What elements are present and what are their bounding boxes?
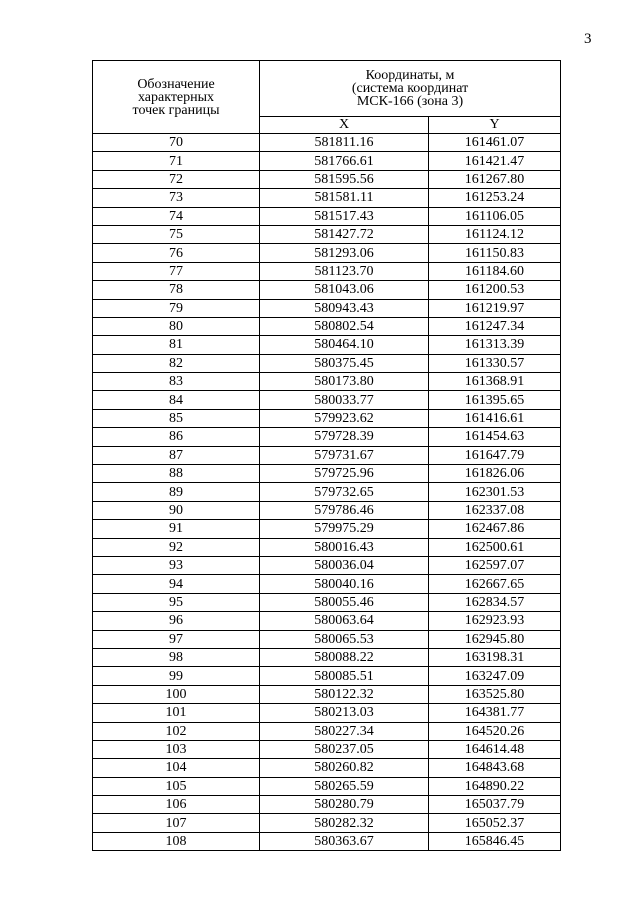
y-coordinate-cell: 161454.63	[429, 428, 561, 446]
y-coordinate-cell: 161219.97	[429, 299, 561, 317]
table-row	[93, 189, 561, 207]
x-coordinate-cell: 579786.46	[260, 501, 429, 519]
y-coordinate-cell: 163247.09	[429, 667, 561, 685]
y-column-header: Y	[429, 116, 561, 133]
x-coordinate-cell: 580280.79	[260, 796, 429, 814]
y-coordinate-cell: 165846.45	[429, 832, 561, 850]
x-coordinate-cell: 580265.59	[260, 777, 429, 795]
table-row	[93, 373, 561, 391]
header-row	[93, 61, 561, 117]
y-coordinate-cell: 161416.61	[429, 409, 561, 427]
x-coordinate-cell: 581766.61	[260, 152, 429, 170]
point-number-cell: 73	[93, 189, 260, 207]
point-designation-header	[93, 61, 260, 134]
point-number-cell: 80	[93, 317, 260, 335]
x-coordinate-cell: 580033.77	[260, 391, 429, 409]
y-coordinate-cell: 163198.31	[429, 648, 561, 666]
x-coordinate-cell: 580464.10	[260, 336, 429, 354]
table-row	[93, 152, 561, 170]
x-column-header: X	[260, 116, 429, 133]
x-coordinate-cell: 581811.16	[260, 134, 429, 152]
table-body	[93, 134, 561, 851]
y-coordinate-cell: 162301.53	[429, 483, 561, 501]
coords-header-line: Координаты, м	[365, 67, 455, 83]
x-coordinate-cell: 579731.67	[260, 446, 429, 464]
point-number-cell: 85	[93, 409, 260, 427]
table-row	[93, 299, 561, 317]
y-coordinate-cell: 161267.80	[429, 170, 561, 188]
y-coordinate-cell: 164381.77	[429, 704, 561, 722]
x-coordinate-cell: 580213.03	[260, 704, 429, 722]
y-coordinate-cell: 162337.08	[429, 501, 561, 519]
x-coordinate-cell: 580282.32	[260, 814, 429, 832]
x-coordinate-cell: 579725.96	[260, 465, 429, 483]
point-number-cell: 81	[93, 336, 260, 354]
table-row	[93, 722, 561, 740]
y-coordinate-cell: 161150.83	[429, 244, 561, 262]
point-number-cell: 75	[93, 225, 260, 243]
x-coordinate-cell: 579728.39	[260, 428, 429, 446]
x-coordinate-cell: 581123.70	[260, 262, 429, 280]
point-header-line: Обозначение	[137, 76, 215, 92]
point-number-cell: 106	[93, 796, 260, 814]
point-number-cell: 104	[93, 759, 260, 777]
point-number-cell: 90	[93, 501, 260, 519]
x-coordinate-cell: 580173.80	[260, 373, 429, 391]
y-coordinate-cell: 162667.65	[429, 575, 561, 593]
y-coordinate-cell: 162597.07	[429, 556, 561, 574]
x-coordinate-cell: 581595.56	[260, 170, 429, 188]
table-row	[93, 759, 561, 777]
y-coordinate-cell: 161253.24	[429, 189, 561, 207]
y-coordinate-cell: 161647.79	[429, 446, 561, 464]
x-coordinate-cell: 580363.67	[260, 832, 429, 850]
x-coordinate-cell: 579975.29	[260, 520, 429, 538]
x-coordinate-cell: 580063.64	[260, 612, 429, 630]
table-row	[93, 538, 561, 556]
table-row	[93, 244, 561, 262]
point-number-cell: 99	[93, 667, 260, 685]
x-coordinate-cell: 580088.22	[260, 648, 429, 666]
x-coordinate-cell: 580016.43	[260, 538, 429, 556]
y-coordinate-cell: 162467.86	[429, 520, 561, 538]
x-coordinate-cell: 580040.16	[260, 575, 429, 593]
table-row	[93, 225, 561, 243]
x-coordinate-cell: 580260.82	[260, 759, 429, 777]
table-row	[93, 575, 561, 593]
x-coordinate-cell: 581517.43	[260, 207, 429, 225]
y-coordinate-cell: 165052.37	[429, 814, 561, 832]
table-row	[93, 648, 561, 666]
coords-header-line: МСК-166 (зона 3)	[356, 93, 464, 109]
x-coordinate-cell: 580375.45	[260, 354, 429, 372]
page-number: 3	[584, 31, 592, 47]
table-row	[93, 593, 561, 611]
point-number-cell: 101	[93, 704, 260, 722]
point-number-cell: 100	[93, 685, 260, 703]
point-number-cell: 94	[93, 575, 260, 593]
y-coordinate-cell: 164614.48	[429, 740, 561, 758]
table-row	[93, 391, 561, 409]
y-coordinate-cell: 162500.61	[429, 538, 561, 556]
point-number-cell: 70	[93, 134, 260, 152]
x-coordinate-cell: 580943.43	[260, 299, 429, 317]
table-row	[93, 207, 561, 225]
y-coordinate-cell: 161395.65	[429, 391, 561, 409]
y-coordinate-cell: 163525.80	[429, 685, 561, 703]
x-coordinate-cell: 580237.05	[260, 740, 429, 758]
x-coordinate-cell: 580085.51	[260, 667, 429, 685]
coordinates-header	[260, 61, 561, 117]
x-coordinate-cell: 581293.06	[260, 244, 429, 262]
point-number-cell: 98	[93, 648, 260, 666]
y-coordinate-cell: 164520.26	[429, 722, 561, 740]
table-row	[93, 556, 561, 574]
y-coordinate-cell: 161313.39	[429, 336, 561, 354]
table-row	[93, 281, 561, 299]
table-row	[93, 428, 561, 446]
x-coordinate-cell: 580065.53	[260, 630, 429, 648]
point-header-line: характерных	[137, 89, 215, 105]
y-coordinate-cell: 161247.34	[429, 317, 561, 335]
y-coordinate-cell: 161106.05	[429, 207, 561, 225]
y-coordinate-cell: 161461.07	[429, 134, 561, 152]
point-number-cell: 76	[93, 244, 260, 262]
table-row	[93, 170, 561, 188]
table-row	[93, 814, 561, 832]
x-coordinate-cell: 581581.11	[260, 189, 429, 207]
table-row	[93, 317, 561, 335]
point-number-cell: 88	[93, 465, 260, 483]
table-row	[93, 354, 561, 372]
y-coordinate-cell: 161184.60	[429, 262, 561, 280]
y-coordinate-cell: 161330.57	[429, 354, 561, 372]
point-number-cell: 107	[93, 814, 260, 832]
table-row	[93, 134, 561, 152]
y-coordinate-cell: 161826.06	[429, 465, 561, 483]
table-row	[93, 262, 561, 280]
point-number-cell: 83	[93, 373, 260, 391]
y-coordinate-cell: 164843.68	[429, 759, 561, 777]
table-row	[93, 740, 561, 758]
table-row	[93, 832, 561, 850]
point-number-cell: 92	[93, 538, 260, 556]
x-coordinate-cell: 580802.54	[260, 317, 429, 335]
point-number-cell: 93	[93, 556, 260, 574]
point-number-cell: 95	[93, 593, 260, 611]
point-number-cell: 103	[93, 740, 260, 758]
point-number-cell: 86	[93, 428, 260, 446]
table-row	[93, 336, 561, 354]
table-row	[93, 465, 561, 483]
point-number-cell: 77	[93, 262, 260, 280]
y-coordinate-cell: 161368.91	[429, 373, 561, 391]
table-row	[93, 630, 561, 648]
point-number-cell: 105	[93, 777, 260, 795]
y-coordinate-cell: 162834.57	[429, 593, 561, 611]
table-row	[93, 520, 561, 538]
table-row	[93, 612, 561, 630]
point-header-line: точек границы	[132, 102, 220, 118]
x-coordinate-cell: 580055.46	[260, 593, 429, 611]
point-number-cell: 72	[93, 170, 260, 188]
point-number-cell: 89	[93, 483, 260, 501]
table-row	[93, 704, 561, 722]
point-number-cell: 97	[93, 630, 260, 648]
point-number-cell: 84	[93, 391, 260, 409]
y-coordinate-cell: 161124.12	[429, 225, 561, 243]
point-number-cell: 91	[93, 520, 260, 538]
point-number-cell: 78	[93, 281, 260, 299]
point-number-cell: 102	[93, 722, 260, 740]
table-row	[93, 501, 561, 519]
point-number-cell: 71	[93, 152, 260, 170]
y-coordinate-cell: 165037.79	[429, 796, 561, 814]
y-coordinate-cell: 161421.47	[429, 152, 561, 170]
x-coordinate-cell: 580227.34	[260, 722, 429, 740]
table-row	[93, 777, 561, 795]
point-number-cell: 87	[93, 446, 260, 464]
y-coordinate-cell: 162945.80	[429, 630, 561, 648]
x-coordinate-cell: 579923.62	[260, 409, 429, 427]
table-row	[93, 446, 561, 464]
point-number-cell: 108	[93, 832, 260, 850]
point-number-cell: 82	[93, 354, 260, 372]
table-row	[93, 796, 561, 814]
table-row	[93, 409, 561, 427]
x-coordinate-cell: 581043.06	[260, 281, 429, 299]
x-coordinate-cell: 579732.65	[260, 483, 429, 501]
point-number-cell: 96	[93, 612, 260, 630]
y-coordinate-cell: 162923.93	[429, 612, 561, 630]
coords-header-line: (система координат	[351, 80, 469, 96]
point-number-cell: 79	[93, 299, 260, 317]
x-coordinate-cell: 580122.32	[260, 685, 429, 703]
y-coordinate-cell: 164890.22	[429, 777, 561, 795]
y-coordinate-cell: 161200.53	[429, 281, 561, 299]
table-row	[93, 483, 561, 501]
table-row	[93, 667, 561, 685]
coordinates-table	[92, 60, 561, 851]
table-row	[93, 685, 561, 703]
x-coordinate-cell: 581427.72	[260, 225, 429, 243]
x-coordinate-cell: 580036.04	[260, 556, 429, 574]
point-number-cell: 74	[93, 207, 260, 225]
